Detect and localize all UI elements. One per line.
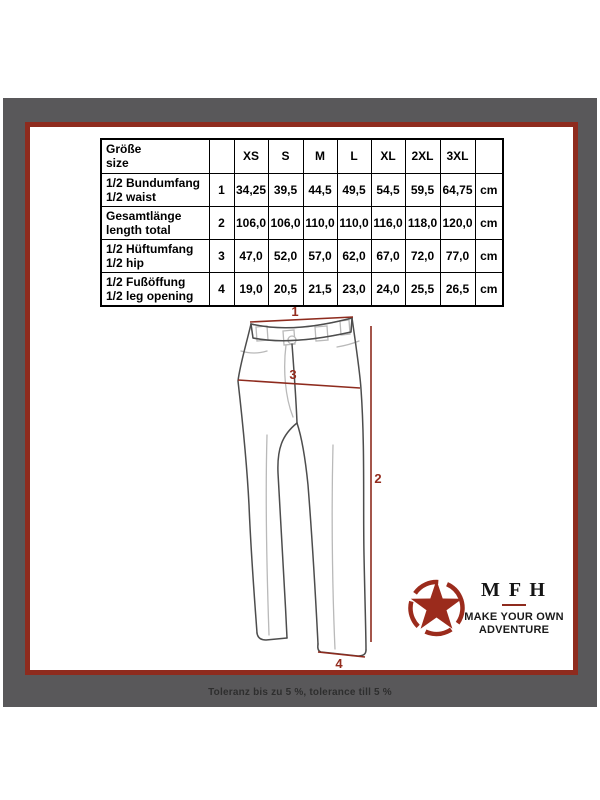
cell-value: 57,0 [303,239,337,272]
table-row-waist [101,173,503,206]
row-label-de: Gesamtlänge [106,208,182,223]
header-size-en: size [106,156,129,171]
gray-frame [3,98,597,707]
table-header-row [101,139,503,173]
panel-content [30,127,573,670]
pants-detail-lines [241,318,359,649]
dim-line-hip [238,380,360,388]
cell-value: 49,5 [337,173,371,206]
row-ref: 2 [209,206,234,239]
table-row-length [101,206,503,239]
brand-name: M F H [481,579,547,601]
row-label-de: 1/2 Hüftumfang [106,241,194,256]
header-ref [209,139,234,173]
row-label-en: length total [106,222,171,237]
cell-value: 67,0 [371,239,405,272]
cell-value: 25,5 [405,272,440,306]
header-size-de: Größe [106,142,142,157]
tagline-line2: ADVENTURE [478,623,550,636]
header-size-label [101,139,209,173]
cell-value: 77,0 [440,239,475,272]
cell-value: 34,25 [234,173,268,206]
row-label-en: 1/2 hip [106,255,145,270]
dimension-labels [289,305,381,670]
cell-unit: cm [475,173,503,206]
cell-value: 110,0 [303,206,337,239]
tagline-line1: MAKE YOUR OWN [464,611,564,623]
dim-label-length: 2 [374,471,382,486]
cell-value: 118,0 [405,206,440,239]
dimension-lines [238,317,371,657]
row-label-en: 1/2 waist [106,189,157,204]
mfh-logo [438,579,590,636]
cell-value: 21,5 [303,272,337,306]
cell-value: 106,0 [268,206,303,239]
row-label [101,206,209,239]
dim-label-waist: 1 [291,305,299,319]
row-ref: 1 [209,173,234,206]
cell-value: 19,0 [234,272,268,306]
cell-value: 72,0 [405,239,440,272]
header-size-2xl: 2XL [405,139,440,173]
header-size-s: S [268,139,303,173]
header-size-xs: XS [234,139,268,173]
table-row-hip [101,239,503,272]
header-size-3xl: 3XL [440,139,475,173]
row-ref: 4 [209,272,234,306]
cell-value: 52,0 [268,239,303,272]
cell-value: 110,0 [337,206,371,239]
cell-value: 24,0 [371,272,405,306]
row-label [101,272,209,306]
cell-value: 120,0 [440,206,475,239]
row-label [101,239,209,272]
cell-value: 64,75 [440,173,475,206]
pants-drawing [225,305,395,670]
dim-label-hip: 3 [289,367,297,382]
cell-value: 44,5 [303,173,337,206]
size-chart-panel [25,122,578,675]
dim-label-leg-opening: 4 [335,656,343,670]
cell-value: 116,0 [371,206,405,239]
cell-unit: cm [475,206,503,239]
cell-value: 26,5 [440,272,475,306]
cell-value: 23,0 [337,272,371,306]
row-label [101,173,209,206]
cell-unit: cm [475,272,503,306]
size-table [100,138,504,307]
cell-value: 39,5 [268,173,303,206]
cell-value: 47,0 [234,239,268,272]
cell-unit: cm [475,239,503,272]
brand-underline [502,604,526,606]
row-label-de: 1/2 Fußöffung [106,274,186,289]
cell-value: 59,5 [405,173,440,206]
cell-value: 106,0 [234,206,268,239]
header-size-m: M [303,139,337,173]
cell-value: 54,5 [371,173,405,206]
tolerance-note: Toleranz bis zu 5 %, tolerance till 5 % [208,687,392,698]
header-size-xl: XL [371,139,405,173]
row-label-de: 1/2 Bundumfang [106,175,201,190]
row-ref: 3 [209,239,234,272]
header-size-l: L [337,139,371,173]
cell-value: 20,5 [268,272,303,306]
table-row-leg-opening [101,272,503,306]
cell-value: 62,0 [337,239,371,272]
pants-outline [238,318,366,656]
row-label-en: 1/2 leg opening [106,288,194,303]
header-unit [475,139,503,173]
